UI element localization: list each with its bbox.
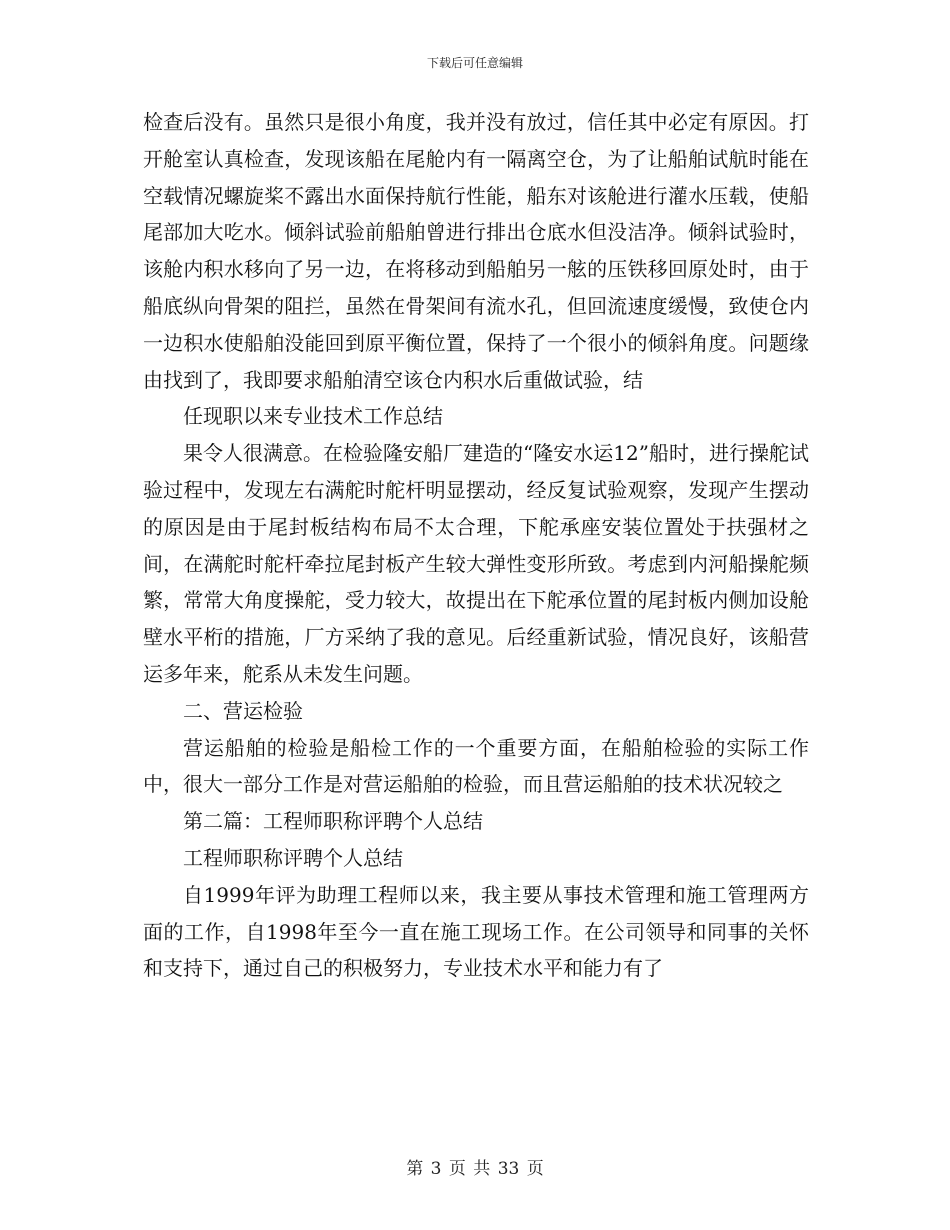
document-body xyxy=(143,104,809,987)
section-heading-operational-inspection: 二、营运检验 xyxy=(183,698,303,723)
page-number-footer: 第 3 页 共 33 页 xyxy=(406,1159,544,1179)
paragraph-operational-inspection: 营运船舶的检验是船检工作的一个重要方面，在船舶检验的实际工作中，很大一部分工作是对营运船舶的检验，而且营运船舶的技术状况较之 xyxy=(143,735,809,797)
paragraph-rudder-test: 果令人很满意。在检验隆安船厂建造的“隆安水运12”船时，进行操舵试验过程中，发现左右满舵时舵杆明显摆动，经反复试验观察，发现产生摆动的原因是由于尾封板结构布局不太合理，下舵承座安装位置处于扶强材之间，在满舵时舵杆牵拉尾封板产生较大弹性变形所致。考虑到内河船操舵频繁，常常大角度操舵，受力较大，故提出在下舵承位置的尾封板内侧加设舱壁水平桁的措施，厂方采纳了我的意见。后经重新试验，情况良好，该船营运多年来，舵系从未发生问题。 xyxy=(143,441,809,686)
chapter-heading-second: 第二篇：工程师职称评聘个人总结 xyxy=(183,809,483,834)
paragraph-engineer-summary: 自1999年评为助理工程师以来，我主要从事技术管理和施工管理两方面的工作，自1998年至今一直在施工现场工作。在公司领导和同事的关怀和支持下，通过自己的积极努力，专业技术水平和能力有了 xyxy=(143,882,809,981)
section-title-work-summary: 任现职以来专业技术工作总结 xyxy=(183,404,443,429)
paragraph-continuation: 检查后没有。虽然只是很小角度，我并没有放过，信任其中必定有原因。打开舱室认真检查，发现该船在尾舱内有一隔离空仓，为了让船舶试航时能在空载情况螺旋桨不露出水面保持航行性能，船东对该舱进行灌水压载，使船尾部加大吃水。倾斜试验前船舶曾进行排出仓底水但没洁净。倾斜试验时，该舱内积水移向了另一边，在将移动到船舶另一舷的压铁移回原处时，由于船底纵向骨架的阻拦，虽然在骨架间有流水孔，但回流速度缓慢，致使仓内一边积水使船舶没能回到原平衡位置，保持了一个很小的倾斜角度。问题缘由找到了，我即要求船舶清空该仓内积水后重做试验，结 xyxy=(143,110,809,392)
chapter-title: 工程师职称评聘个人总结 xyxy=(183,845,403,870)
header-note: 下载后可任意编辑 xyxy=(426,56,523,70)
